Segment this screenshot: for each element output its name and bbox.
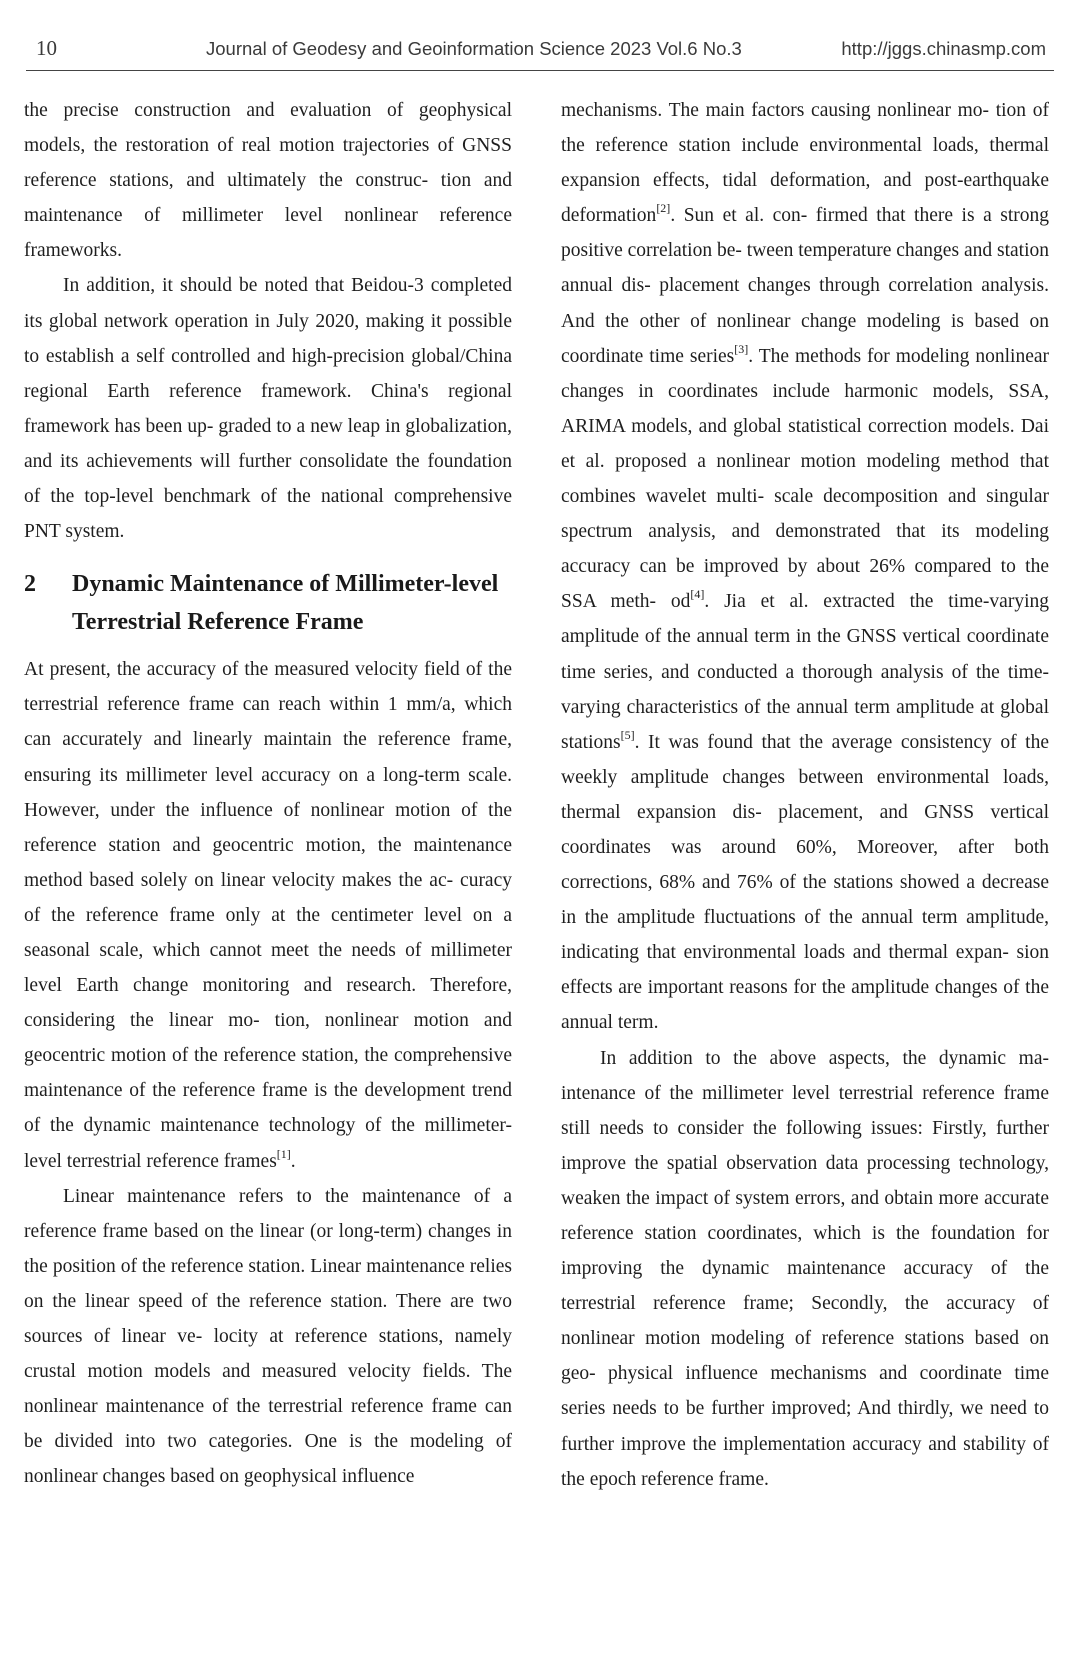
paragraph-text: mechanisms. The main factors causing nonlinear mo- tion of the reference station include environmental loads, thermal expansion effects, tidal deformation, and post-earthquake deformation xyxy=(561,100,1049,227)
paragraph xyxy=(24,652,512,1178)
paragraph: In addition, it should be noted that Beidou-3 completed its global network operation in July 2020, making it possible to establish a self controlled and high-precision global/China regional Earth reference framework. China's regional framework has been up- graded to a new leap in globalization, and its achievements will further consolidate the foundation of the top-level benchmark of the national comprehensive PNT system. xyxy=(24,275,512,543)
journal-title: Journal of Geodesy and Geoinformation Science 2023 Vol.6 No.3 xyxy=(206,38,742,59)
section-heading xyxy=(24,565,512,641)
paragraph: the precise construction and evaluation of geophysical models, the restoration of real motion trajectories of GNSS reference stations, and ultimately the construc- tion and maintenance of millimeter level nonlinear reference frameworks. xyxy=(24,100,512,262)
paragraph-text: At present, the accuracy of the measured velocity field of the terrestrial reference frame can reach within 1 mm/a, which can accurately and linearly maintain the reference frame, ensuring its millimeter level accuracy on a long-term scale. However, under the influence of nonlinear motion of the reference station and geocentric motion, the maintenance method based solely on linear velocity makes the ac- curacy of the reference frame only at the centimeter level on a seasonal scale, which cannot meet the needs of millimeter level Earth change monitoring and research. Therefore, considering the linear mo- tion, nonlinear motion and geocentric motion of the reference station, the comprehensive maintenance of the reference frame is the development trend of the dynamic maintenance technology of the millimeter- level terrestrial reference frames xyxy=(24,659,512,1172)
journal-url[interactable]: http://jggs.chinasmp.com xyxy=(841,38,1046,59)
paragraph: Linear maintenance refers to the maintenance of a reference frame based on the linear (or long-term) changes in the position of the reference station. Linear maintenance relies on the linear speed of the reference station. There are two sources of linear ve- locity at reference stations, namely crustal motion models and measured velocity fields. The nonlinear maintenance of the terrestrial reference frame can be divided into two categories. One is the modeling of nonlinear changes based on geophysical influence xyxy=(24,1185,512,1488)
page-number: 10 xyxy=(36,36,57,60)
paragraph: In addition to the above aspects, the dynamic ma- intenance of the millimeter level terrestrial reference frame still needs to consider the following issues: Firstly, further improve the spatial observation data processing technology, weaken the impact of system errors, and obtain more accurate reference station coordinates, which is the foundation for improving the dynamic maintenance accuracy of the terrestrial reference frame; Secondly, the accuracy of nonlinear motion modeling of reference stations based on geo- physical influence mechanisms and coordinate time series needs to be further improved; And thirdly, we need to further improve the implementation accuracy and stability of the epoch reference frame. xyxy=(561,1047,1049,1490)
header-divider xyxy=(26,70,1054,71)
section-title: Dynamic Maintenance of Millimeter-level Terrestrial Reference Frame xyxy=(72,571,499,636)
paragraph-text: . Jia et al. extracted the time-varying amplitude of the annual term in the GNSS vertical coordinate time series, and conducted a thorough analysis of the time-varying characteristics of the annual term amplitude at global stations xyxy=(561,591,1049,753)
paragraph-text: . The methods for modeling nonlinear changes in coordinates include harmonic models, SSA, ARIMA models, and global statistical correction models. Dai et al. proposed a nonlinear motion modeling method that combines wavelet multi- scale decomposition and singular spectrum analysis, and demonstrated that its modeling accuracy can be improved by about 26% compared to the SSA meth- od xyxy=(561,345,1049,613)
right-column xyxy=(561,93,1049,1497)
running-header xyxy=(26,34,1054,68)
citation[interactable]: [2] xyxy=(656,201,671,216)
left-column xyxy=(24,93,512,1494)
citation[interactable]: [4] xyxy=(690,587,705,602)
citation[interactable]: [5] xyxy=(620,727,635,742)
paragraph-text: . xyxy=(290,1150,296,1172)
paragraph-text: . It was found that the average consistency of the weekly amplitude changes between environmental loads, thermal expansion dis- placement, and GNSS vertical coordinates was around 60%, Moreover, after both corrections, 68% and 76% of the stations showed a decrease in the amplitude fluctuations of the annual term amplitude, indicating that environmental loads and thermal expan- sion effects are important reasons for the amplitude changes of the annual term. xyxy=(561,731,1049,1034)
paragraph-text: . Sun et al. con- firmed that there is a strong positive correlation be- tween temperature changes and station annual dis- placement changes through correlation analysis. And the other of nonlinear change modeling is based on coordinate time series xyxy=(561,205,1049,367)
citation[interactable]: [1] xyxy=(276,1146,291,1161)
citation[interactable]: [3] xyxy=(734,341,749,356)
section-number: 2 xyxy=(24,571,36,598)
paragraph xyxy=(561,93,1049,1041)
